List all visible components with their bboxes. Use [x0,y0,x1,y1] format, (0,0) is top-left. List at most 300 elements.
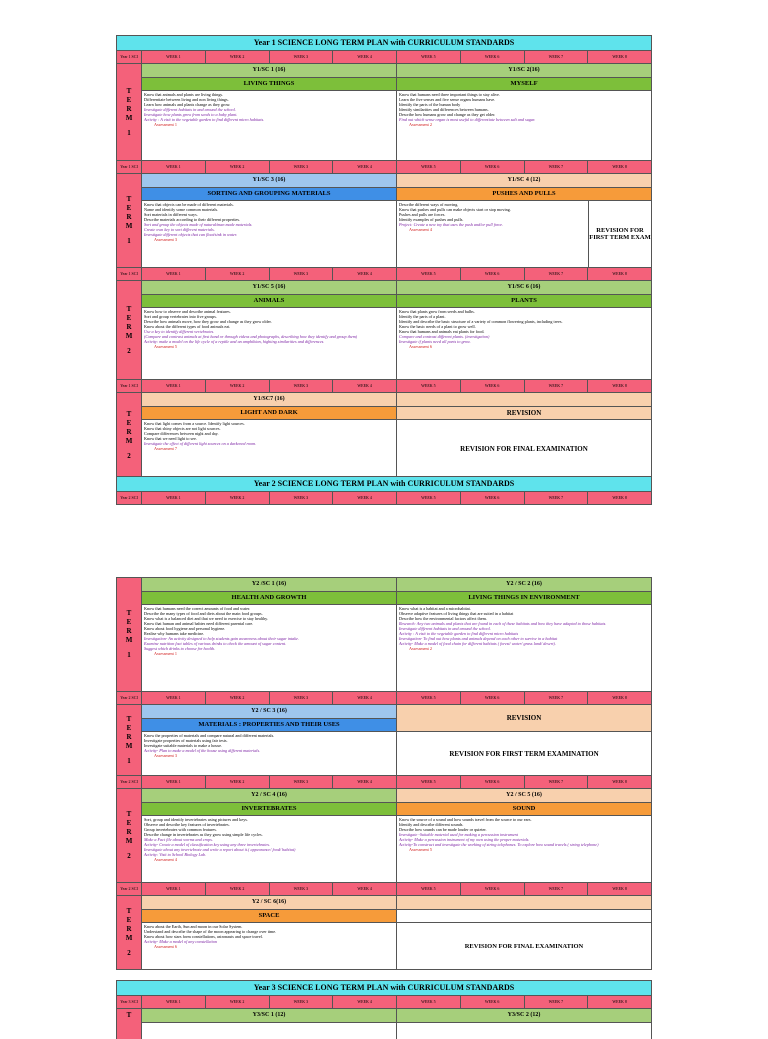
term-letter: M [125,741,133,750]
unit-topic: INVERTEBRATES [142,803,396,816]
assessment: Assessment 5 [409,847,432,852]
term-letter: R [126,104,132,113]
objective: Know that humans need the correct amounts of food and water. [144,606,251,611]
year2-plan [116,577,652,970]
unit-content [397,201,588,267]
term-number: 2 [127,346,131,355]
week-label: WEEK 7 [525,161,589,173]
unit-topic: HEALTH AND GROWTH [142,592,396,605]
activity: Activity- Plan to make a model of the house using different materials. [144,748,261,753]
unit-content [142,201,396,267]
activity: (Compare and contrast animals at first hand or through videos and photographs, describing how they identify and group them) [144,334,358,339]
unit-code: Y1/SC 6 (16) [397,281,651,295]
activity: Activity- Make a model of food chain for different habitats ( forest/ water/ grass land/ desert). [399,641,556,646]
week-label: WEEK 1 [142,380,206,392]
objective: Sort materials in different ways. [144,212,198,217]
week-bar [117,883,651,896]
term-row [117,1009,651,1039]
activity: Activity- Make a model of any constellation [144,939,218,944]
week-bar-year: Year 2 SCI [117,692,142,704]
week-label: WEEK 3 [270,492,334,504]
objective: Describe different ways of moving. [399,202,459,207]
unit-cell [142,174,397,267]
unit-code: Y2 / SC 4 (16) [142,789,396,803]
term-letter: R [126,828,132,836]
term-label [117,896,142,969]
term-label [117,578,142,691]
activity: Research: Any two animals and plants that are found in each of these habitats and how they have adapted to those habitats. [399,621,607,626]
term-letter: E [126,723,132,732]
week-bar [117,161,651,174]
activity: Activity: make a model on the life cycle of a reptile and an amphibian, highting similarities and differences. [144,339,325,344]
term-letter: M [125,636,133,644]
week-label: WEEK 1 [142,492,206,504]
unit-content [397,91,651,160]
unit-cell [142,64,397,160]
unit-topic: ANIMALS [142,295,396,308]
unit-cell [142,578,397,691]
revision-cell [397,393,651,477]
term-letter: M [125,113,133,122]
week-label: WEEK 6 [461,692,525,704]
week-label: WEEK 2 [206,380,270,392]
objective: Understand and describe the shape of the moon appearing to change over time. [144,929,277,934]
objective: Know that we need light to see. [144,436,197,441]
objective: Know the properties of materials and compare natural and different materials. [144,733,275,738]
assessment: Assessment 6 [154,944,177,949]
week-label: WEEK 2 [206,996,270,1008]
unit-code: Y2 / SC 6(16) [142,896,396,910]
objective: Know that objects can be made of different materials. [144,202,234,207]
objective: Know what is a balanced diet and that we need to exercise to stay healthy. [144,616,269,621]
unit-topic: SPACE [142,910,396,923]
term-letter: T [126,609,132,617]
term-letter: R [126,732,132,741]
term-row [117,64,651,161]
unit-cell [142,896,397,969]
week-label: WEEK 2 [206,492,270,504]
objective: Know the basic needs of a plant to grow well. [399,324,476,329]
objective: Know how to observe and describe animal features. [144,309,231,314]
term-label [117,281,142,379]
assessment: Assessment 7 [154,446,177,451]
assessment: Assessment 5 [154,344,177,349]
week-label: WEEK 8 [612,383,627,388]
week-label: WEEK 8 [612,999,627,1004]
activity: Compare and contrast different plants. (investigation) [399,334,490,339]
term-letter: M [125,934,133,942]
term-label [117,705,142,775]
week-label: WEEK 8 [612,695,627,700]
objective: Differentiate between living and non living things. [144,97,229,102]
objective: Identify and describe different sounds. [399,822,464,827]
unit-content [142,420,396,477]
term-letter: M [125,436,133,445]
activity: Investigate how plants grow from seeds to a baby plant. [144,112,238,117]
activity: Suggest which drinks to choose for health. [144,646,216,651]
week-label: WEEK 4 [333,776,397,788]
week-label: WEEK 1 [142,883,206,895]
week-label: WEEK 6 [461,996,525,1008]
week-label: WEEK 2 [206,776,270,788]
unit-topic: LIVING THINGS IN ENVIRONMENT [397,592,651,605]
week-label: WEEK 1 [142,268,206,280]
unit-code: Y1/SC 5 (16) [142,281,396,295]
week-bar-year: Year 2 SCI [117,492,142,504]
unit-cell [142,393,397,477]
assessment: Assessment 6 [409,344,432,349]
revision-spacer [397,896,651,910]
unit-content [142,732,396,775]
revision-cell [397,705,651,775]
unit-cell [142,789,397,882]
week-label: WEEK 7 [525,776,589,788]
week-label: WEEK 8 [612,886,627,891]
week-label: WEEK 3 [270,51,334,63]
week-label: WEEK 6 [461,380,525,392]
unit-cell [397,281,651,379]
activity: Use a key to identify different vertebrates. [144,329,215,334]
week-bar [117,268,651,281]
unit-cell [397,174,651,267]
objective: Know that pushes and pulls can make objects start or stop moving. [399,207,511,212]
activity: Activity- Create a model of classification key using any three invertebrates. [144,842,271,847]
objective: Realise why humans take medicine. [144,631,205,636]
assessment: Assessment 2 [409,646,432,651]
revision-first-term: REVISION FOR FIRST TERM EXAMINATION [449,749,599,758]
week-label: WEEK 2 [206,883,270,895]
week-bar-year: Year 3 SCI [117,996,142,1008]
unit-topic: PUSHES AND PULLS [397,188,651,201]
unit-cell [397,1009,651,1039]
assessment: Assessment 1 [154,122,177,127]
unit-content [142,816,396,882]
objective: Know that plants grow from seeds and bulbs. [399,309,475,314]
week-bar [117,492,651,504]
week-label: WEEK 2 [206,268,270,280]
unit-content [142,605,396,691]
unit-code: Y1/SC 3 (16) [142,174,396,188]
week-label: WEEK 2 [206,51,270,63]
week-label: WEEK 1 [142,776,206,788]
week-label: WEEK 6 [461,51,525,63]
revision-final: REVISION FOR FINAL EXAMINATION [460,444,588,453]
week-label: WEEK 3 [270,380,334,392]
week-bar-year: Year 1 SCI [117,268,142,280]
week-label: WEEK 8 [612,54,627,59]
week-label: WEEK 3 [270,268,334,280]
unit-topic: SOUND [397,803,651,816]
unit-cell [142,705,397,775]
unit-topic: LIVING THINGS [142,78,396,91]
unit-code: Y2 / SC 5 (16) [397,789,651,803]
week-label: WEEK 3 [270,776,334,788]
objective: Pushes and pulls are forces. [399,212,446,217]
objective: Group invertebrates with common features. [144,827,217,832]
year1-title: Year 1 SCIENCE LONG TERM PLAN with CURRICULUM STANDARDS [117,36,651,51]
activity: Activity-To construct and investigate the working of string telephones. To explore how sound travels ( string telephone) [399,842,599,847]
week-label: WEEK 4 [333,51,397,63]
year3-title: Year 3 SCIENCE LONG TERM PLAN with CURRICULUM STANDARDS [117,981,651,996]
revision-spacer [397,393,651,407]
activity: Activity- Make a percussion instrument of my own using the proper materials. [399,837,530,842]
week-bar-year: Year 1 SCI [117,380,142,392]
unit-cell [397,64,651,160]
unit-code: Y1/SC 1 (16) [142,64,396,78]
week-label: WEEK 5 [397,161,461,173]
objective: Describe the many types of food and diets about the main food groups. [144,611,263,616]
term-letter: R [126,427,132,436]
term-number: 2 [127,949,131,957]
week-label: WEEK 5 [397,492,461,504]
assessment: Assessment 3 [154,237,177,242]
term-letter: T [126,810,132,818]
term-row [117,174,651,268]
objective: Know that humans and animals eat plants for food. [399,329,485,334]
week-label: WEEK 3 [270,161,334,173]
week-bar-year: Year 1 SCI [117,51,142,63]
unit-topic: MYSELF [397,78,651,91]
unit-code: Y2 / SC 3 (16) [142,705,396,719]
revision-heading: REVISION [397,407,651,420]
week-label: WEEK 7 [525,380,589,392]
revision-cell [397,896,651,969]
term-letter: T [126,409,132,418]
week-label: WEEK 7 [525,883,589,895]
term-number: 2 [127,852,131,860]
activity: Find out which sense organ is most useful to differentiate between salt and sugar. [399,117,536,122]
week-label: WEEK 7 [525,492,589,504]
activity: Investigate if plants need all parts to grow. [399,339,471,344]
unit-code: Y3/SC 2 (12) [397,1009,651,1023]
term-letter: T [126,86,132,95]
activity: Investigate -Suitable material used for making a percussion instrument [399,832,518,837]
week-label: WEEK 4 [333,692,397,704]
term-label [117,393,142,477]
unit-code: Y1/SC 4 (12) [397,174,651,188]
term-letter: T [126,714,132,723]
objective: Describe materials according to their different properties. [144,217,241,222]
objective: Know that humans need three important things to stay alive. [399,92,500,97]
week-bar [117,380,651,393]
term-label [117,789,142,882]
term-letter: E [126,95,132,104]
week-label: WEEK 4 [333,883,397,895]
objective: Sort, group and identify invertebrates using pictures and keys. [144,817,248,822]
objective: Know that animals and plants are living things. [144,92,224,97]
unit-cell [142,281,397,379]
activity: Activity: Visit to School Biology Lab. [144,852,207,857]
term-row [117,578,651,692]
assessment: Assessment 1 [154,651,177,656]
week-label: WEEK 8 [612,164,627,169]
activity: Sort and group the objects made of natural/man made materials. [144,222,253,227]
unit-content [142,923,396,969]
week-bar-year: Year 1 SCI [117,161,142,173]
term-letter: E [126,313,132,322]
unit-content [397,605,651,691]
term-number: 1 [127,756,131,765]
week-label: WEEK 6 [461,776,525,788]
week-bar-year: Year 2 SCI [117,883,142,895]
term-letter: T [126,195,132,203]
objective: Describe how humans grow and change as they get older. [399,112,496,117]
week-label: WEEK 7 [525,268,589,280]
term-letter: R [126,925,132,933]
unit-cell [397,789,651,882]
week-label: WEEK 6 [461,161,525,173]
objective: Compare differences between night and day. [144,431,219,436]
objective: Know about how stars form constellations, astronauts and space travel. [144,934,263,939]
week-label: WEEK 3 [270,996,334,1008]
objective: Know about food hygiene and personal hygiene. [144,626,226,631]
week-bar-year: Year 2 SCI [117,776,142,788]
term-letter: E [126,204,132,212]
activity: Investigate about any invertebrate and write a report about it.( appearance/ food/ habitat) [144,847,296,852]
term-number: 1 [127,237,131,245]
unit-cell [397,578,651,691]
objective: Learn how animals and plants change as they grow. [144,102,231,107]
week-label: WEEK 5 [397,51,461,63]
week-label: WEEK 6 [461,268,525,280]
activity: Project: Create a new toy that uses the push and/or pull force. [399,222,504,227]
assessment: Assessment 3 [154,753,177,758]
unit-content [397,308,651,379]
unit-topic: PLANTS [397,295,651,308]
objective: Observe adaptive features of living things that are suited in a habitat [399,611,514,616]
term-letter: T [126,1011,132,1019]
objective: Describe how the environmental factors affect them. [399,616,487,621]
term-letter: M [125,837,133,845]
unit-code: Y1/SC7 (16) [142,393,396,407]
week-label: WEEK 1 [142,692,206,704]
week-label: WEEK 3 [270,692,334,704]
term-row [117,896,651,969]
term-letter: E [126,618,132,626]
objective: Name and identify some common materials. [144,207,219,212]
activity: Investigate different habitats in and around the school. [144,107,236,112]
term-row [117,393,651,477]
revision-final: REVISION FOR FINAL EXAMINATION [464,942,584,950]
unit-code: Y2 / SC 2 (16) [397,578,651,592]
term-number: 1 [127,651,131,659]
term-row [117,281,651,380]
objective: Identify the parts of the human body [399,102,461,107]
week-bar [117,776,651,789]
week-label: WEEK 8 [612,495,627,500]
term-letter: R [126,627,132,635]
objective: Sort and group vertebrates into five groups. [144,314,217,319]
week-label: WEEK 5 [397,268,461,280]
unit-code: Y1/SC 2(16) [397,64,651,78]
term-letter: M [125,331,133,340]
activity: Examine nutrition fact tables of various drinks to check the amount of sugar content. [144,641,287,646]
week-label: WEEK 4 [333,380,397,392]
objective: Know that human and animal babies need different parental care. [144,621,254,626]
activity: Investigate different habitats in and around the school. [399,626,491,631]
week-bar [117,692,651,705]
week-bar [117,996,651,1009]
week-label: WEEK 5 [397,776,461,788]
unit-topic: MATERIALS : PROPERTIES AND THEIR USES [142,719,396,732]
objective: Identify the parts of a plant. [399,314,446,319]
assessment: Assessment 4 [154,857,177,862]
term-letter: R [126,213,132,221]
activity: Investigate the effect of different light sources on a darkened room. [144,441,257,446]
objective: Know that shiny objects are not light sources. [144,426,221,431]
week-label: WEEK 7 [525,51,589,63]
objective: Learn the five senses and five sense organs humans have. [399,97,496,102]
activity: Make a Fact file about worms and crops. [144,837,213,842]
objective: Describe how animals move, how they grow and change as they grow older. [144,319,272,324]
week-label: WEEK 7 [525,996,589,1008]
term-letter: T [126,304,132,313]
term-label [117,64,142,160]
term-number: 1 [127,128,131,137]
year1-plan [116,35,652,478]
objective: Identify examples of pushes and pulls. [399,217,464,222]
week-label: WEEK 5 [397,380,461,392]
term-label [117,1009,142,1039]
objective: Know about the Earth, Sun and moon in our Solar System. [144,924,243,929]
week-bar [117,51,651,64]
term-label [117,174,142,267]
week-label: WEEK 8 [612,271,627,276]
objective: Know the source of a sound and how sounds travel from the source to our ears. [399,817,532,822]
term-row [117,789,651,883]
week-label: WEEK 1 [142,161,206,173]
revision-spacer [397,910,651,923]
unit-code: Y3/SC 1 (12) [142,1009,396,1023]
week-label: WEEK 4 [333,492,397,504]
week-label: WEEK 6 [461,492,525,504]
unit-topic: SORTING AND GROUPING MATERIALS [142,188,396,201]
activity: Investigation- To find out how plants and animals depend on each other to survive in a habitat [399,636,558,641]
unit-content [397,816,651,882]
objective: Identify similarities and differences between humans. [399,107,489,112]
revision-heading: REVISION [397,705,651,732]
week-label: WEEK 3 [270,883,334,895]
objective: Describe change in invertebrates as they grow using simple life cycles. [144,832,263,837]
term-letter: E [126,916,132,924]
week-label: WEEK 4 [333,996,397,1008]
week-label: WEEK 2 [206,692,270,704]
assessment: Assessment 4 [409,227,432,232]
week-label: WEEK 1 [142,996,206,1008]
term-letter: T [126,907,132,915]
objective: Identify and describe the basic structure of a variety of common flowering plants, including trees. [399,319,563,324]
objective: Describe how sounds can be made louder or quieter. [399,827,487,832]
week-label: WEEK 4 [333,161,397,173]
term-letter: R [126,322,132,331]
activity: Investigate different objects that can float/sink in water. [144,232,238,237]
week-label: WEEK 5 [397,996,461,1008]
term-letter: M [125,222,133,230]
objective: Observe and describe key features of invertebrates. [144,822,230,827]
week-label: WEEK 5 [397,883,461,895]
week-label: WEEK 7 [525,692,589,704]
year2-header [116,476,652,505]
term-letter: E [126,418,132,427]
objective: Know about the different types of food animals eat. [144,324,231,329]
week-label: WEEK 2 [206,161,270,173]
unit-cell [142,1009,397,1039]
unit-content [142,308,396,379]
unit-topic: LIGHT AND DARK [142,407,396,420]
objective: Investigate properties of materials using fair tests. [144,738,228,743]
term-letter: E [126,819,132,827]
activity: Activity : A visit to the vegetable garden to find different micro habitats. [144,117,265,122]
